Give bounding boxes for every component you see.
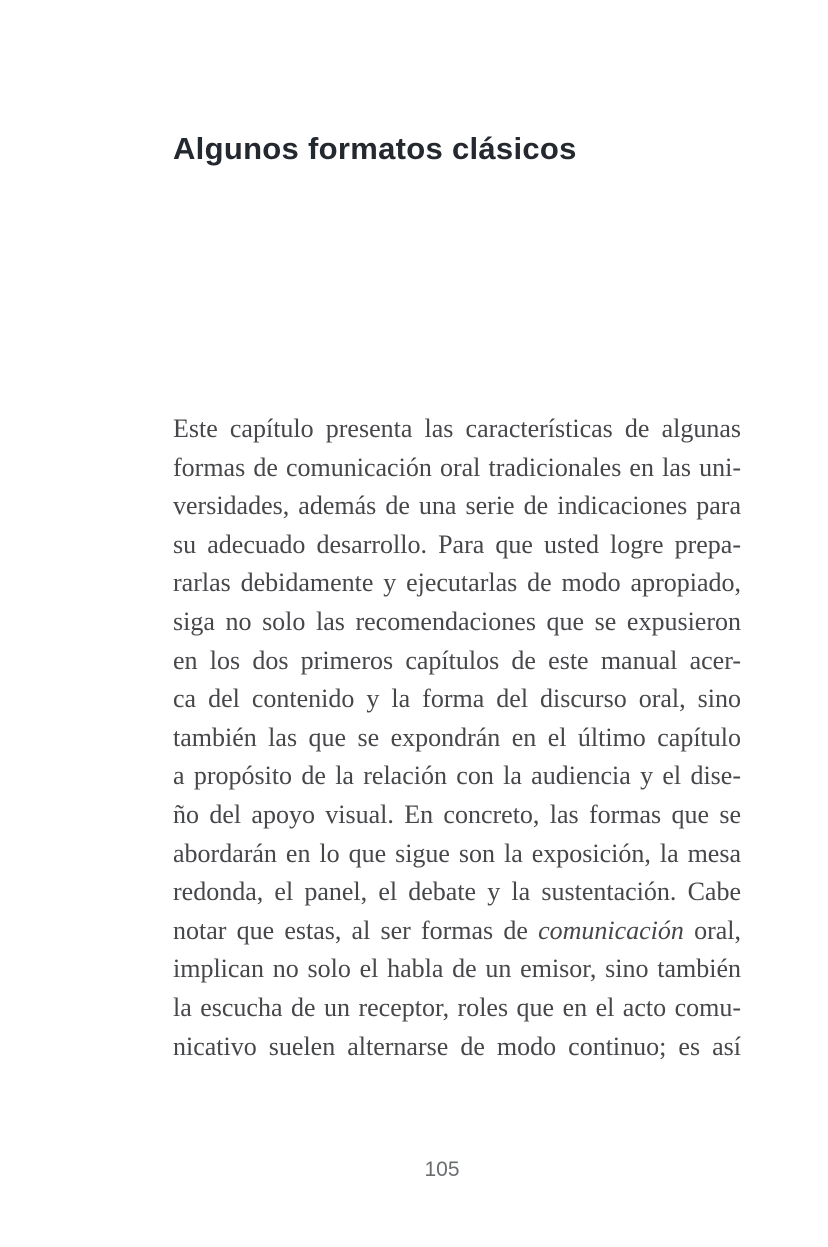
text-line <box>173 989 741 1028</box>
plain-text: en los dos primeros capítulos de este manual acer- <box>173 645 741 675</box>
plain-text: redonda, el panel, el debate y la sustentación. Cabe <box>173 877 741 907</box>
plain-text: implican no solo el habla de un emisor, sino también <box>173 954 741 984</box>
text-line <box>173 1028 741 1067</box>
plain-text: formas de comunicación oral tradicionales en las uni- <box>173 452 741 482</box>
text-line <box>173 410 741 449</box>
plain-text: a propósito de la relación con la audiencia y el dise- <box>173 761 741 791</box>
page-number: 105 <box>424 1158 460 1181</box>
text-line <box>173 873 741 912</box>
plain-text: la escucha de un receptor, roles que en el acto comu- <box>173 992 741 1022</box>
text-line <box>173 642 741 681</box>
plain-text: su adecuado desarrollo. Para que usted logre prepa- <box>173 529 741 559</box>
plain-text: versidades, además de una serie de indicaciones para <box>173 491 741 521</box>
plain-text: rarlas debidamente y ejecutarlas de modo apropiado, <box>173 568 741 598</box>
plain-text: Este capítulo presenta las características de algunas <box>173 414 741 443</box>
plain-text: oral, <box>683 915 741 945</box>
plain-text: ca del contenido y la forma del discurso oral, sino <box>173 684 741 714</box>
text-line <box>173 526 741 565</box>
text-line <box>173 796 741 835</box>
text-line <box>173 564 741 603</box>
text-line <box>173 603 741 642</box>
plain-text: notar que estas, al ser formas de <box>173 915 539 945</box>
text-line <box>173 835 741 874</box>
text-line <box>173 487 741 526</box>
plain-text: abordarán en lo que sigue son la exposición, la mesa <box>173 838 741 868</box>
text-line <box>173 950 741 989</box>
text-line <box>173 912 741 951</box>
text-line <box>173 680 741 719</box>
paragraph <box>173 410 741 1066</box>
plain-text: ño del apoyo visual. En concreto, las formas que se <box>173 799 741 829</box>
text-line <box>173 449 741 488</box>
italic-text: comunicación <box>538 915 684 945</box>
plain-text: también las que se expondrán en el último capítulo <box>173 722 741 752</box>
text-line <box>173 719 741 758</box>
text-line <box>173 757 741 796</box>
plain-text: siga no solo las recomendaciones que se expusieron <box>173 606 741 636</box>
chapter-title: Algunos formatos clásicos <box>173 131 577 166</box>
plain-text: nicativo suelen alternarse de modo continuo; es así <box>173 1031 741 1061</box>
